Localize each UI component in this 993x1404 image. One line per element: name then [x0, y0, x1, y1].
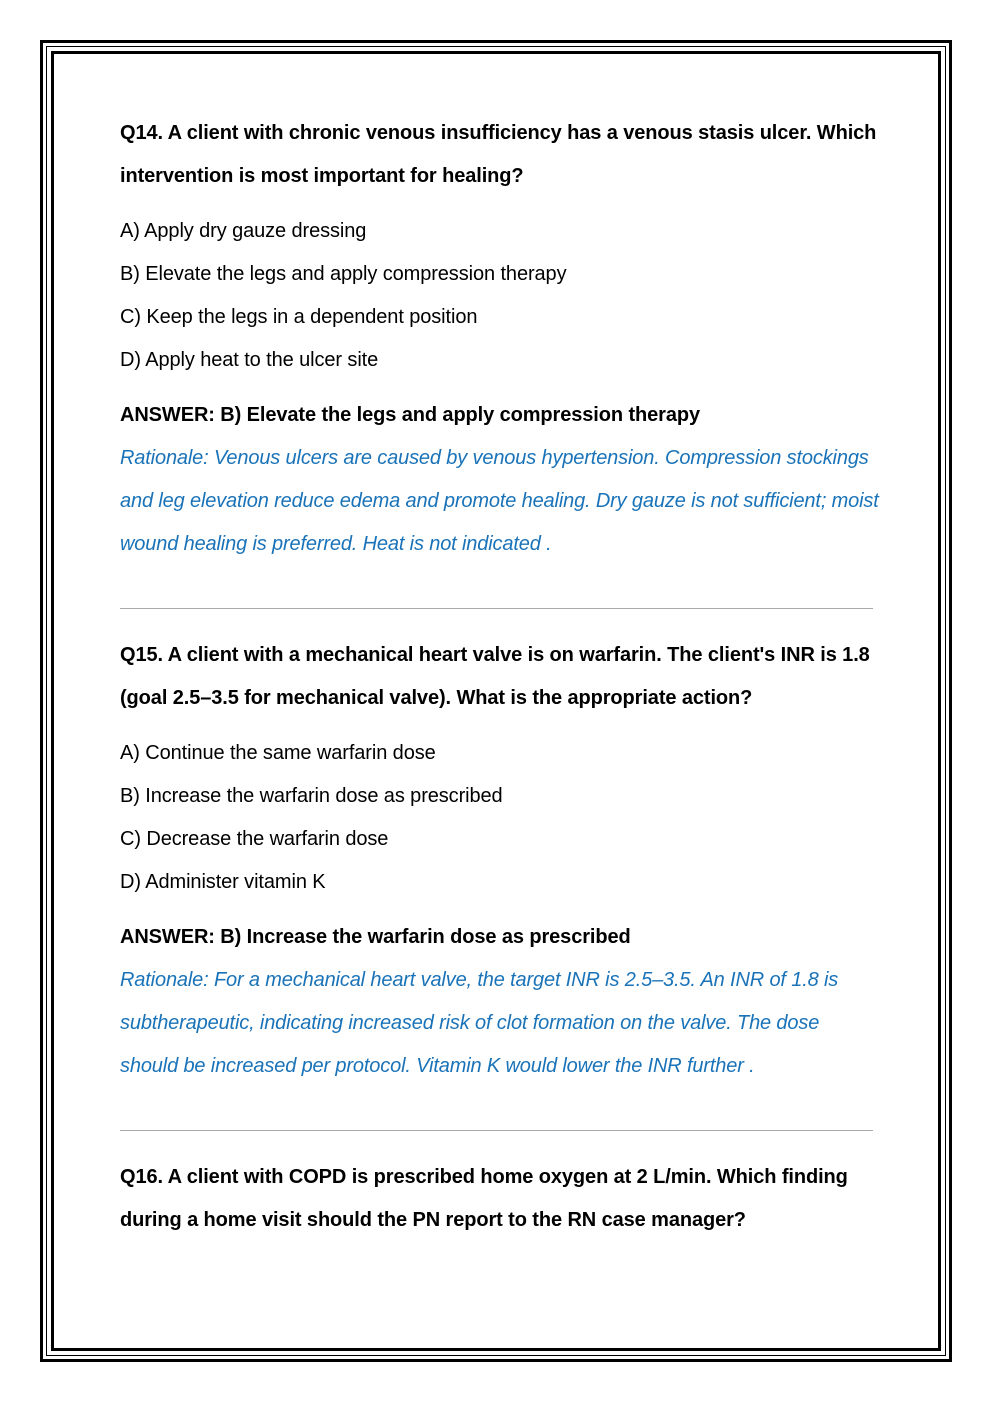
answer-line: ANSWER: B) Elevate the legs and apply compression therapy [120, 404, 700, 426]
option-a: A) Apply dry gauze dressing [120, 220, 367, 242]
question-block-q15 [120, 634, 880, 1088]
section-divider [120, 608, 873, 609]
answer-options [120, 210, 880, 382]
option-b: B) Increase the warfarin dose as prescribed [120, 785, 503, 807]
question-text: Q16. A client with COPD is prescribed home oxygen at 2 L/min. Which finding during a home visit should the PN report to the RN case manager? [120, 1166, 848, 1231]
answer-line: ANSWER: B) Increase the warfarin dose as prescribed [120, 926, 631, 948]
question-block-q14 [120, 112, 880, 566]
option-d: D) Apply heat to the ulcer site [120, 349, 379, 371]
option-c: C) Decrease the warfarin dose [120, 828, 389, 850]
rationale-text: Rationale: Venous ulcers are caused by venous hypertension. Compression stockings and leg elevation reduce edema and promote healing. Dry gauze is not sufficient; moist wound healing is preferred. Heat is not indicated . [120, 447, 879, 555]
question-text: Q15. A client with a mechanical heart valve is on warfarin. The client's INR is 1.8 (goal 2.5–3.5 for mechanical valve). What is the appropriate action? [120, 644, 870, 709]
answer-options [120, 732, 880, 904]
page-content [120, 112, 880, 1242]
option-a: A) Continue the same warfarin dose [120, 742, 436, 764]
rationale-text: Rationale: For a mechanical heart valve, the target INR is 2.5–3.5. An INR of 1.8 is subtherapeutic, indicating increased risk of clot formation on the valve. The dose should be increased per protocol. Vitamin K would lower the INR further . [120, 969, 839, 1077]
option-b: B) Elevate the legs and apply compression therapy [120, 263, 567, 285]
question-block-q16 [120, 1156, 880, 1242]
section-divider [120, 1130, 873, 1131]
option-d: D) Administer vitamin K [120, 871, 326, 893]
question-text: Q14. A client with chronic venous insufficiency has a venous stasis ulcer. Which intervention is most important for healing? [120, 122, 877, 187]
option-c: C) Keep the legs in a dependent position [120, 306, 478, 328]
